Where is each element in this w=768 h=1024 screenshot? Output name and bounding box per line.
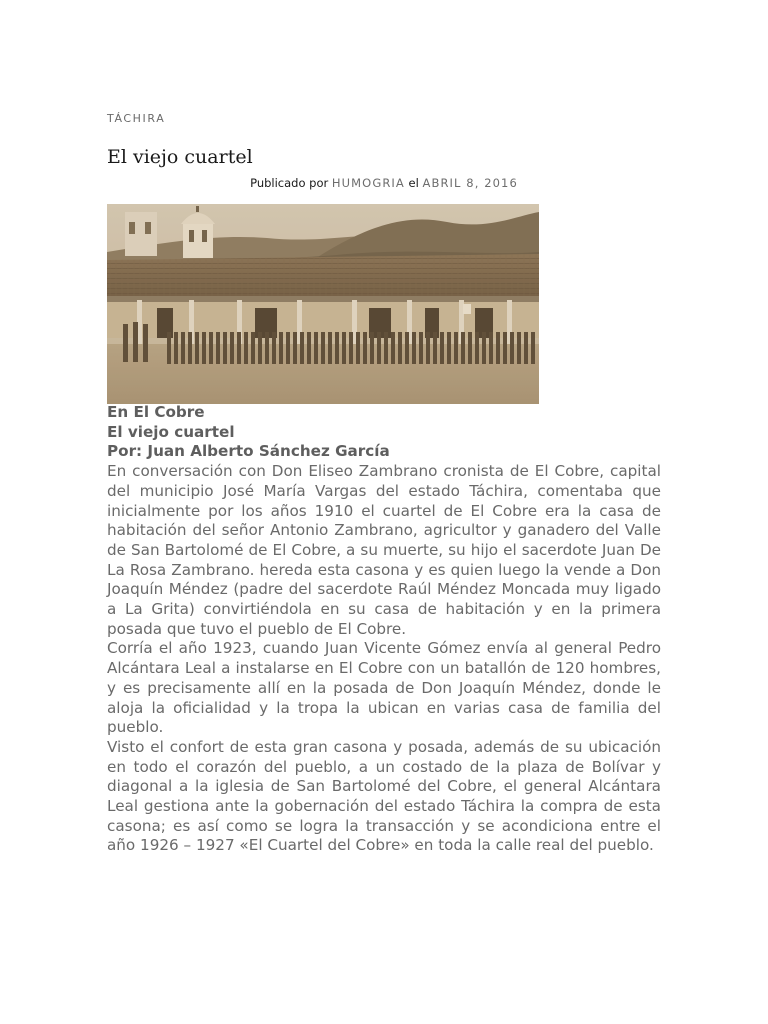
- article-body: [107, 403, 661, 856]
- post-title: El viejo cuartel: [107, 146, 253, 168]
- article-paragraph: En conversación con Don Eliseo Zambrano cronista de El Cobre, capital del municipio José María Vargas del estado Táchira, comentaba que inicialmente por los años 1910 el cuartel de El Cobre era la casa de habitación del señor Antonio Zambrano, agricultor y ganadero del Valle de San Bartolomé de El Cobre, a su muerte, su hijo el sacerdote Juan De La Rosa Zambrano. hereda esta casona y es quien luego la vende a Don Joaquín Méndez (padre del sacerdote Raúl Méndez Moncada muy ligado a La Grita) convirtiéndola en su casa de habitación y en la primera posada que tuvo el pueblo de El Cobre.: [107, 462, 661, 638]
- date-connector: el: [408, 176, 419, 190]
- barracks-photo: [107, 204, 539, 404]
- author-link[interactable]: HUMOGRIA: [331, 176, 405, 190]
- article-paragraph: Corría el año 1923, cuando Juan Vicente Gómez envía al general Pedro Alcántara Leal a instalarse en El Cobre con un batallón de 120 hombres, y es precisamente allí en la posada de Don Joaquín Méndez, donde le aloja la oficialidad y la tropa la ubican en varias casa de familia del pueblo.: [107, 639, 661, 737]
- article-heading-title: El viejo cuartel: [107, 422, 235, 441]
- post-meta: [0, 176, 768, 190]
- article-paragraph: Visto el confort de esta gran casona y posada, además de su ubicación en todo el corazón del pueblo, a un costado de la plaza de Bolívar y diagonal a la iglesia de San Bartolomé del Cobre, el general Alcántara Leal gestiona ante la gobernación del estado Táchira la compra de esta casona; es así como se logra la transacción y se acondiciona entre el año 1926 – 1927 «El Cuartel del Cobre» en toda la calle real del pueblo.: [107, 737, 661, 855]
- article-byline: Por: Juan Alberto Sánchez García: [107, 442, 390, 461]
- article-heading-location: En El Cobre: [107, 403, 205, 421]
- date-link[interactable]: ABRIL 8, 2016: [422, 176, 518, 190]
- category-link[interactable]: TÁCHIRA: [107, 112, 166, 125]
- published-by-label: Publicado por: [250, 176, 329, 190]
